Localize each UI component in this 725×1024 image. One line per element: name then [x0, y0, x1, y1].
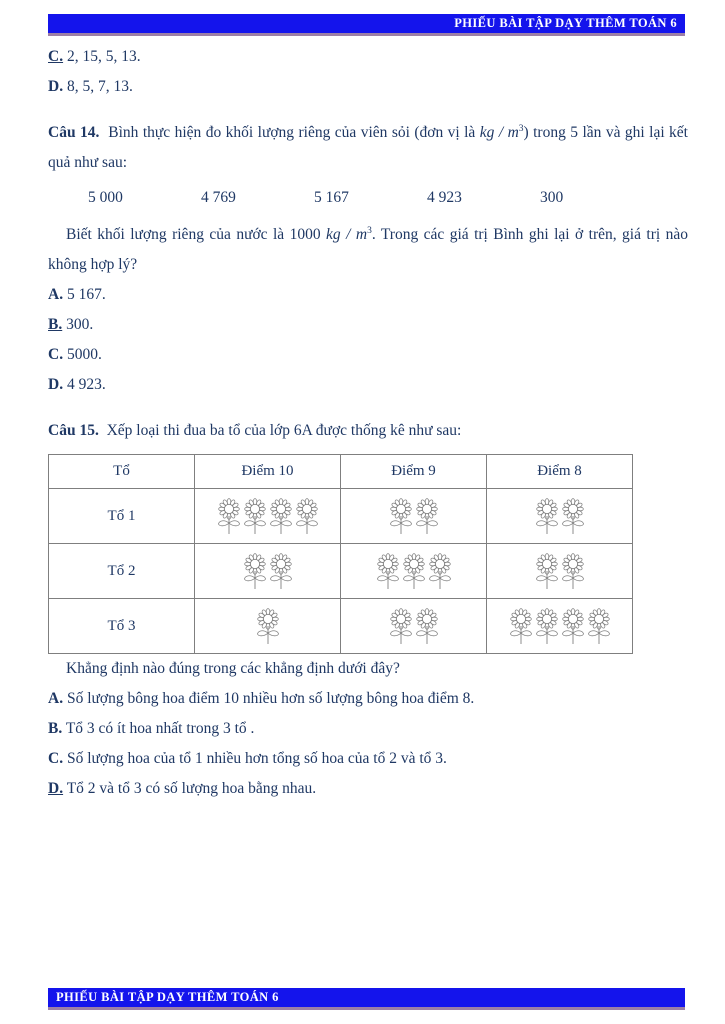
flower-group [342, 606, 485, 646]
flower-icon [586, 606, 612, 646]
flower-group [488, 606, 631, 646]
flower-group [342, 551, 485, 591]
flower-icon [560, 496, 586, 536]
question-15-option-a-label: A. [48, 690, 64, 707]
flower-group [342, 496, 485, 536]
question-14-followup-slash: / [340, 226, 356, 243]
question-14-followup-m: m [355, 226, 368, 243]
question-14 [48, 118, 688, 400]
measurement-3: 5 167 [314, 189, 349, 206]
row-label-to-3: Tổ 3 [49, 599, 195, 654]
question-14-followup [48, 220, 688, 280]
flower-icon [268, 496, 294, 536]
question-14-option-b-text: 300. [66, 316, 94, 333]
flower-group [196, 496, 339, 536]
question-14-followup-part2: . Trong các giá trị Bình ghi lại ở trên, giá trị nào không hợp lý? [48, 226, 689, 273]
question-15-option-a-text: Số lượng bông hoa điểm 10 nhiều hơn số lượng bông hoa điểm 8. [66, 690, 475, 707]
question-14-followup-part1: Biết khối lượng riêng của nước là 1000 [66, 226, 327, 243]
cell-to3-diem8 [487, 599, 633, 654]
cell-to3-diem10 [195, 599, 341, 654]
cell-to2-diem10 [195, 544, 341, 599]
question-14-option-c-label: C. [48, 346, 64, 363]
question-14-number: Câu 14. [48, 124, 100, 141]
carryover-option-c-label: C. [48, 48, 64, 65]
question-15-option-b-label: B. [48, 720, 63, 737]
question-14-prompt-part1: Bình thực hiện đo khối lượng riêng của viên sỏi (đơn vị là [108, 124, 480, 141]
flower-icon [414, 496, 440, 536]
carryover-option-c [48, 42, 688, 72]
cell-to1-diem9 [341, 489, 487, 544]
question-14-prompt-part2: ) trong 5 lần và ghi lại kết quả như sau: [48, 124, 688, 171]
table-row [49, 544, 633, 599]
table-header-diem-10: Điểm 10 [195, 455, 341, 489]
measurement-5: 300 [540, 189, 564, 206]
flower-icon [294, 496, 320, 536]
flower-group [488, 551, 631, 591]
question-14-option-a [48, 280, 688, 310]
carryover-option-d [48, 72, 688, 102]
flower-icon [534, 496, 560, 536]
question-14-option-d-text: 4 923. [66, 376, 106, 393]
flower-icon [242, 496, 268, 536]
table-row [49, 599, 633, 654]
flower-group [196, 551, 339, 591]
question-15-option-a [48, 684, 688, 714]
flower-icon [427, 551, 453, 591]
carryover-option-d-label: D. [48, 78, 64, 95]
question-15-option-b [48, 714, 688, 744]
measurement-2: 4 769 [201, 189, 236, 206]
cell-to1-diem10 [195, 489, 341, 544]
question-14-unit-slash: / [494, 124, 508, 141]
flower-icon [375, 551, 401, 591]
flower-icon [216, 496, 242, 536]
flower-icon [560, 606, 586, 646]
flower-icon [560, 551, 586, 591]
flower-icon [268, 551, 294, 591]
table-header-to: Tổ [49, 455, 195, 489]
flower-icon [388, 496, 414, 536]
flower-icon [242, 551, 268, 591]
question-14-option-d [48, 370, 688, 400]
carryover-option-c-text: 2, 15, 5, 13. [66, 48, 141, 65]
cell-to2-diem9 [341, 544, 487, 599]
carryover-option-d-text: 8, 5, 7, 13. [66, 78, 133, 95]
measurement-1: 5 000 [88, 189, 123, 206]
question-15-option-c-label: C. [48, 750, 64, 767]
row-label-to-1: Tổ 1 [49, 489, 195, 544]
cell-to3-diem9 [341, 599, 487, 654]
question-15-option-d [48, 774, 688, 804]
flower-icon [508, 606, 534, 646]
flower-group [488, 496, 631, 536]
question-14-followup-kg: kg [326, 226, 341, 243]
table-header-diem-8: Điểm 8 [487, 455, 633, 489]
question-14-option-b [48, 310, 688, 340]
question-15-option-c-text: Số lượng hoa của tổ 1 nhiều hơn tổng số hoa của tổ 2 và tổ 3. [66, 750, 447, 767]
question-14-followup-exponent: 3 [367, 225, 372, 236]
footer-banner [48, 988, 685, 1010]
question-15-sub-prompt: Khẳng định nào đúng trong các khẳng định dưới đây? [66, 660, 400, 677]
question-14-option-d-label: D. [48, 376, 64, 393]
header-banner-text: PHIẾU BÀI TẬP DẠY THÊM TOÁN 6 [454, 16, 677, 30]
table-body [49, 489, 633, 654]
question-14-unit-exponent: 3 [518, 123, 524, 134]
question-15-prompt-text: Xếp loại thi đua ba tổ của lớp 6A được thống kê như sau: [106, 422, 462, 439]
row-label-to-2: Tổ 2 [49, 544, 195, 599]
question-14-option-b-label: B. [48, 316, 63, 333]
table-header-row [49, 455, 633, 489]
flower-icon [414, 606, 440, 646]
cell-to2-diem8 [487, 544, 633, 599]
question-14-measurements [48, 184, 688, 212]
question-14-prompt [48, 118, 688, 178]
question-14-option-a-text: 5 167. [66, 286, 106, 303]
question-14-option-c-text: 5000. [66, 346, 102, 363]
table-header-diem-9: Điểm 9 [341, 455, 487, 489]
statistics-table [48, 454, 633, 654]
footer-banner-text: PHIẾU BÀI TẬP DẠY THÊM TOÁN 6 [56, 990, 279, 1004]
measurement-4: 4 923 [427, 189, 462, 206]
question-15-prompt [48, 416, 688, 446]
question-15 [48, 416, 688, 804]
flower-icon [388, 606, 414, 646]
question-15-option-c [48, 744, 688, 774]
question-14-option-a-label: A. [48, 286, 64, 303]
question-14-option-c [48, 340, 688, 370]
cell-to1-diem8 [487, 489, 633, 544]
flower-group [196, 606, 339, 646]
question-15-option-d-text: Tổ 2 và tổ 3 có số lượng hoa bằng nhau. [66, 780, 317, 797]
flower-icon [534, 551, 560, 591]
question-14-unit-m: m [507, 124, 519, 141]
flower-icon [534, 606, 560, 646]
document-content [48, 42, 688, 804]
flower-icon [255, 606, 281, 646]
flower-icon [401, 551, 427, 591]
question-15-number: Câu 15. [48, 422, 99, 439]
question-15-option-d-label: D. [48, 780, 64, 797]
header-banner [48, 14, 685, 36]
question-14-unit-kg: kg [479, 124, 495, 141]
question-15-option-b-text: Tổ 3 có ít hoa nhất trong 3 tổ . [65, 720, 255, 737]
table-row [49, 489, 633, 544]
